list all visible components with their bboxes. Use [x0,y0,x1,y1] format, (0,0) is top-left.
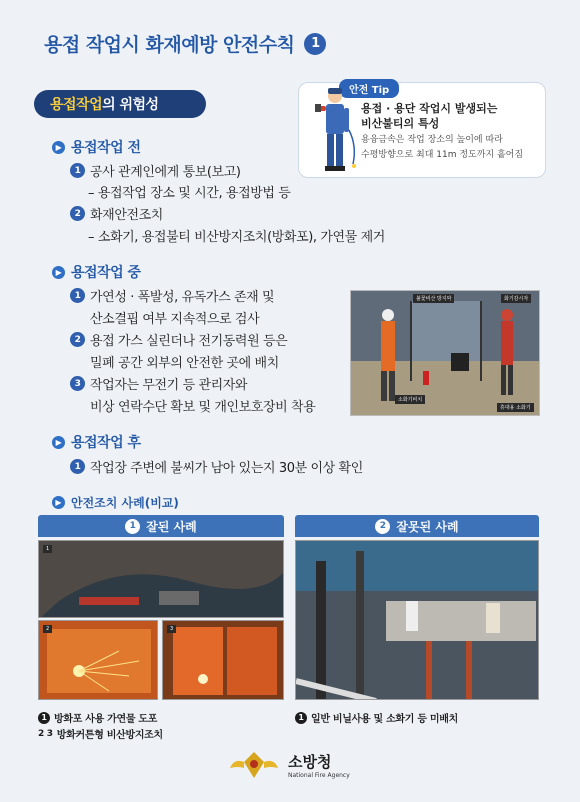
before-item-1-text: 공사 관계인에게 통보(보고) [90,165,241,180]
good-case-photo-1 [38,540,284,618]
good-case-bar [38,515,284,537]
before-item-2-text: 화재안전조치 [90,208,163,223]
after-item-1 [70,457,363,476]
tip-title-line2: 비산불티의 특성 [361,117,440,130]
after-item-1-text: 작업장 주변에 불씨가 남아 있는지 30분 이상 확인 [90,461,363,476]
number-badge: 1 [70,163,85,178]
fireproof-cover-graphic [39,541,284,618]
fire-curtain-sparks-graphic [39,621,158,700]
before-item-1-sub: – 용접작업 장소 및 시간, 용접방법 등 [88,186,291,201]
good-case-photo-3 [162,620,284,700]
good-case-photo-2 [38,620,158,700]
during-item-2-line1: 용접 가스 실린더나 전기동력원 등은 [90,334,288,349]
cases-heading [52,494,179,511]
photo-number-1: 1 [43,545,52,553]
photo-number-3: 3 [167,625,176,633]
chevron-right-icon: ▶ [52,436,65,449]
number-badge: 1 [125,519,140,534]
bad-case-graphic [296,541,539,700]
page-title [44,30,326,57]
during-item-3-line2: 비상 연락수단 확보 및 개인보호장비 착용 [90,400,316,415]
agency-subtitle: National Fire Agency [288,772,350,779]
welder-illustration [313,86,363,174]
tip-body-line2: 수평방향으로 최대 11m 정도까지 흩어짐 [361,150,524,160]
chevron-right-icon: ▶ [52,496,65,509]
photo-label-3: 소화기비치 [395,395,425,404]
number-badge: 1 [70,288,85,303]
pill-highlight: 용접작업 [50,97,103,113]
before-heading [52,137,141,157]
good-caption-1-text: 방화포 사용 가연물 도포 [54,714,158,725]
during-heading [52,262,141,282]
title-text: 용접 작업시 화재예방 안전수칙 [44,34,295,56]
number-badges: 2 3 [38,728,53,739]
photo-label-1: 불꽃비산 방지막 [413,294,454,303]
tip-body [361,133,535,163]
before-item-1 [70,161,241,180]
chevron-right-icon: ▶ [52,266,65,279]
before-item-2 [70,204,163,223]
tip-title [361,101,535,131]
agency-name: 소방청 [288,753,332,771]
before-heading-text: 용접작업 전 [71,140,141,156]
tip-tag: 안전 Tip [339,79,399,98]
after-heading [52,432,141,452]
bad-case-label: 잘못된 사례 [396,519,459,534]
site-photo-graphic [351,291,540,416]
number-badge: 3 [70,376,85,391]
photo-label-4: 휴대용 소화기 [497,403,534,412]
tip-body-line1: 용융금속은 작업 장소의 높이에 따라 [361,135,503,145]
fire-curtain-graphic [163,621,284,700]
bad-caption-text: 일반 비닐사용 및 소화기 등 미배치 [311,714,458,725]
pill-rest: 의 위험성 [102,97,159,113]
during-item-2 [70,330,287,349]
photo-number-2: 2 [43,625,52,633]
number-badge: 1 [38,712,50,724]
title-number-badge: 1 [304,33,326,55]
cases-heading-text: 안전조치 사례(비교) [71,496,179,510]
footer-logo [228,748,350,782]
fire-agency-emblem-icon [228,748,280,782]
number-badge: 2 [375,519,390,534]
number-badge: 1 [70,459,85,474]
number-badge: 1 [295,712,307,724]
danger-section-pill [34,90,206,118]
good-caption-1 [38,710,157,725]
good-case-label: 잘된 사례 [146,519,197,534]
during-item-3-line1: 작업자는 무전기 등 관리자와 [90,378,248,393]
during-item-1-line1: 가연성 · 폭발성, 유독가스 존재 및 [90,290,275,305]
during-heading-text: 용접작업 중 [71,265,141,281]
number-badge: 2 [70,206,85,221]
during-item-2-line2: 밀폐 공간 외부의 안전한 곳에 배치 [90,356,279,371]
tip-title-line1: 용접 · 용단 작업시 발생되는 [361,102,498,115]
number-badge: 2 [70,332,85,347]
bad-caption [295,710,458,725]
bad-case-bar [295,515,539,537]
during-item-3 [70,374,247,393]
good-caption-2 [38,726,163,741]
after-heading-text: 용접작업 후 [71,435,141,451]
good-caption-2-text: 방화커튼형 비산방지조치 [56,730,163,741]
bad-case-photo [295,540,539,700]
during-item-1-line2: 산소결핍 여부 지속적으로 검사 [90,312,260,327]
before-item-2-sub: – 소화기, 용접불티 비산방지조치(방화포), 가연물 제거 [88,230,385,245]
welding-site-photo [350,290,540,416]
photo-label-2: 화기감시자 [501,294,531,303]
chevron-right-icon: ▶ [52,141,65,154]
during-item-1 [70,286,274,305]
